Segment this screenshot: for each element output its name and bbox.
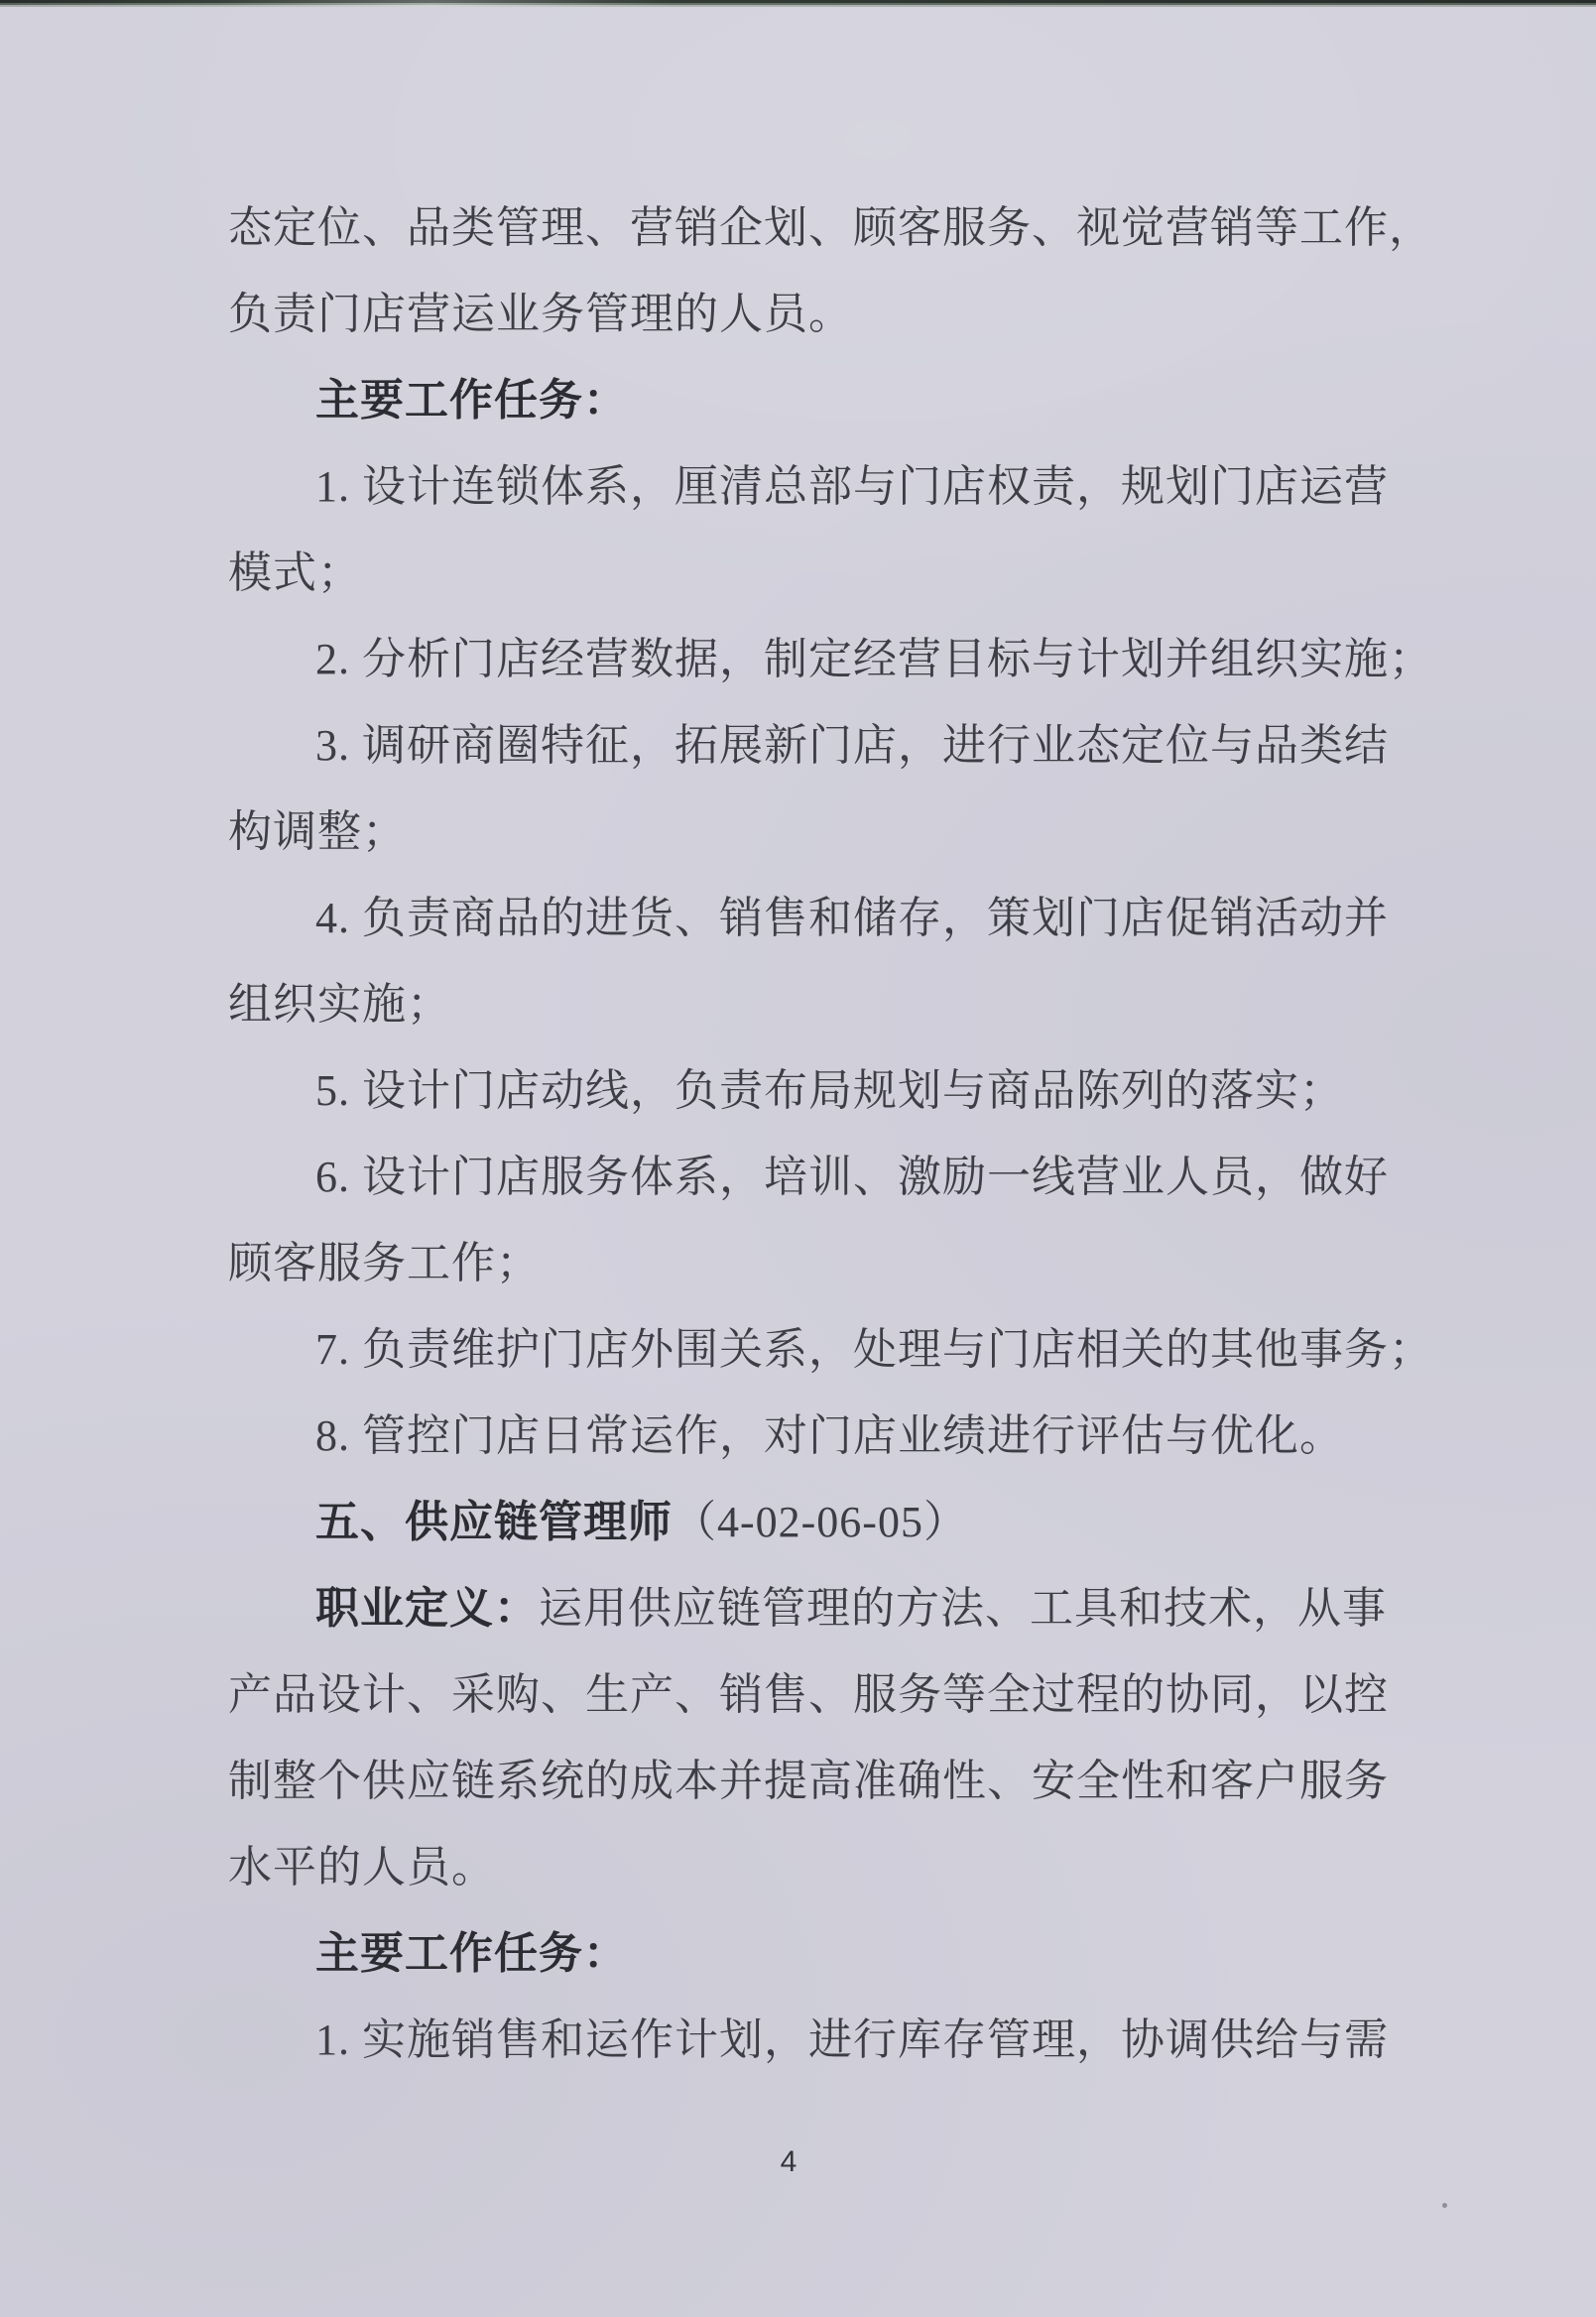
regular-text: 组织实施；	[228, 980, 451, 1029]
regular-text: 态定位、品类管理、营销企划、顾客服务、视觉营销等工作，	[228, 203, 1433, 252]
occupation-definition-line	[228, 1565, 1389, 1651]
scan-top-edge-artifact	[0, 0, 1596, 7]
regular-text: 构调整；	[228, 807, 407, 856]
bold-text: 五、供应链管理师	[315, 1498, 673, 1546]
text-line	[228, 530, 1389, 616]
regular-text: 2. 分析门店经营数据，制定经营目标与计划并组织实施；	[315, 635, 1433, 683]
bold-text: 主要工作任务：	[315, 1929, 628, 1978]
text-line	[228, 271, 1389, 357]
text-line	[228, 1393, 1389, 1479]
regular-text: 1. 实施销售和运作计划，进行库存管理，协调供给与需	[315, 2015, 1389, 2064]
text-line	[228, 961, 1389, 1047]
text-line	[228, 875, 1389, 961]
text-line	[228, 616, 1433, 702]
regular-text: 水平的人员。	[228, 1843, 496, 1891]
regular-text: 7. 负责维护门店外围关系，处理与门店相关的其他事务；	[315, 1325, 1433, 1374]
text-line	[228, 702, 1389, 789]
text-line	[228, 1651, 1389, 1738]
section-heading-supply-chain-manager	[228, 1479, 1389, 1565]
text-line	[228, 1738, 1389, 1824]
regular-text: 3. 调研商圈特征，拓展新门店，进行业态定位与品类结	[315, 721, 1389, 770]
regular-text: 1. 设计连锁体系，厘清总部与门店权责，规划门店运营	[315, 462, 1389, 511]
document-body	[228, 184, 1433, 2083]
text-line	[228, 1134, 1389, 1220]
section-heading-main-tasks	[228, 1910, 1389, 1997]
scan-speck-artifact	[1442, 2203, 1447, 2208]
regular-text: 6. 设计门店服务体系，培训、激励一线营业人员，做好	[315, 1153, 1389, 1201]
text-line	[228, 1220, 1389, 1306]
regular-text: 顾客服务工作；	[228, 1239, 541, 1287]
text-line	[228, 789, 1389, 875]
regular-text: 产品设计、采购、生产、销售、服务等全过程的协同，以控	[228, 1670, 1389, 1719]
text-line	[228, 1047, 1389, 1134]
regular-text: 模式；	[228, 549, 362, 597]
text-line	[228, 1824, 1389, 1910]
page-number: 4	[780, 2145, 798, 2178]
text-line	[228, 1306, 1433, 1393]
occupation-code: （4-02-06-05）	[673, 1498, 968, 1546]
regular-text: 负责门店营运业务管理的人员。	[228, 290, 853, 338]
regular-text: 制整个供应链系统的成本并提高准确性、安全性和客户服务	[228, 1757, 1389, 1805]
text-line	[228, 443, 1389, 530]
bold-text: 职业定义：	[315, 1584, 539, 1633]
text-line	[228, 1997, 1389, 2083]
regular-text: 4. 负责商品的进货、销售和储存，策划门店促销活动并	[315, 894, 1389, 942]
bold-text: 主要工作任务：	[315, 376, 628, 425]
regular-text: 运用供应链管理的方法、工具和技术，从事	[539, 1584, 1387, 1633]
section-heading-main-tasks	[228, 357, 1389, 443]
regular-text: 8. 管控门店日常运作，对门店业绩进行评估与优化。	[315, 1411, 1344, 1460]
regular-text: 5. 设计门店动线，负责布局规划与商品陈列的落实；	[315, 1066, 1344, 1115]
text-line	[228, 184, 1433, 271]
